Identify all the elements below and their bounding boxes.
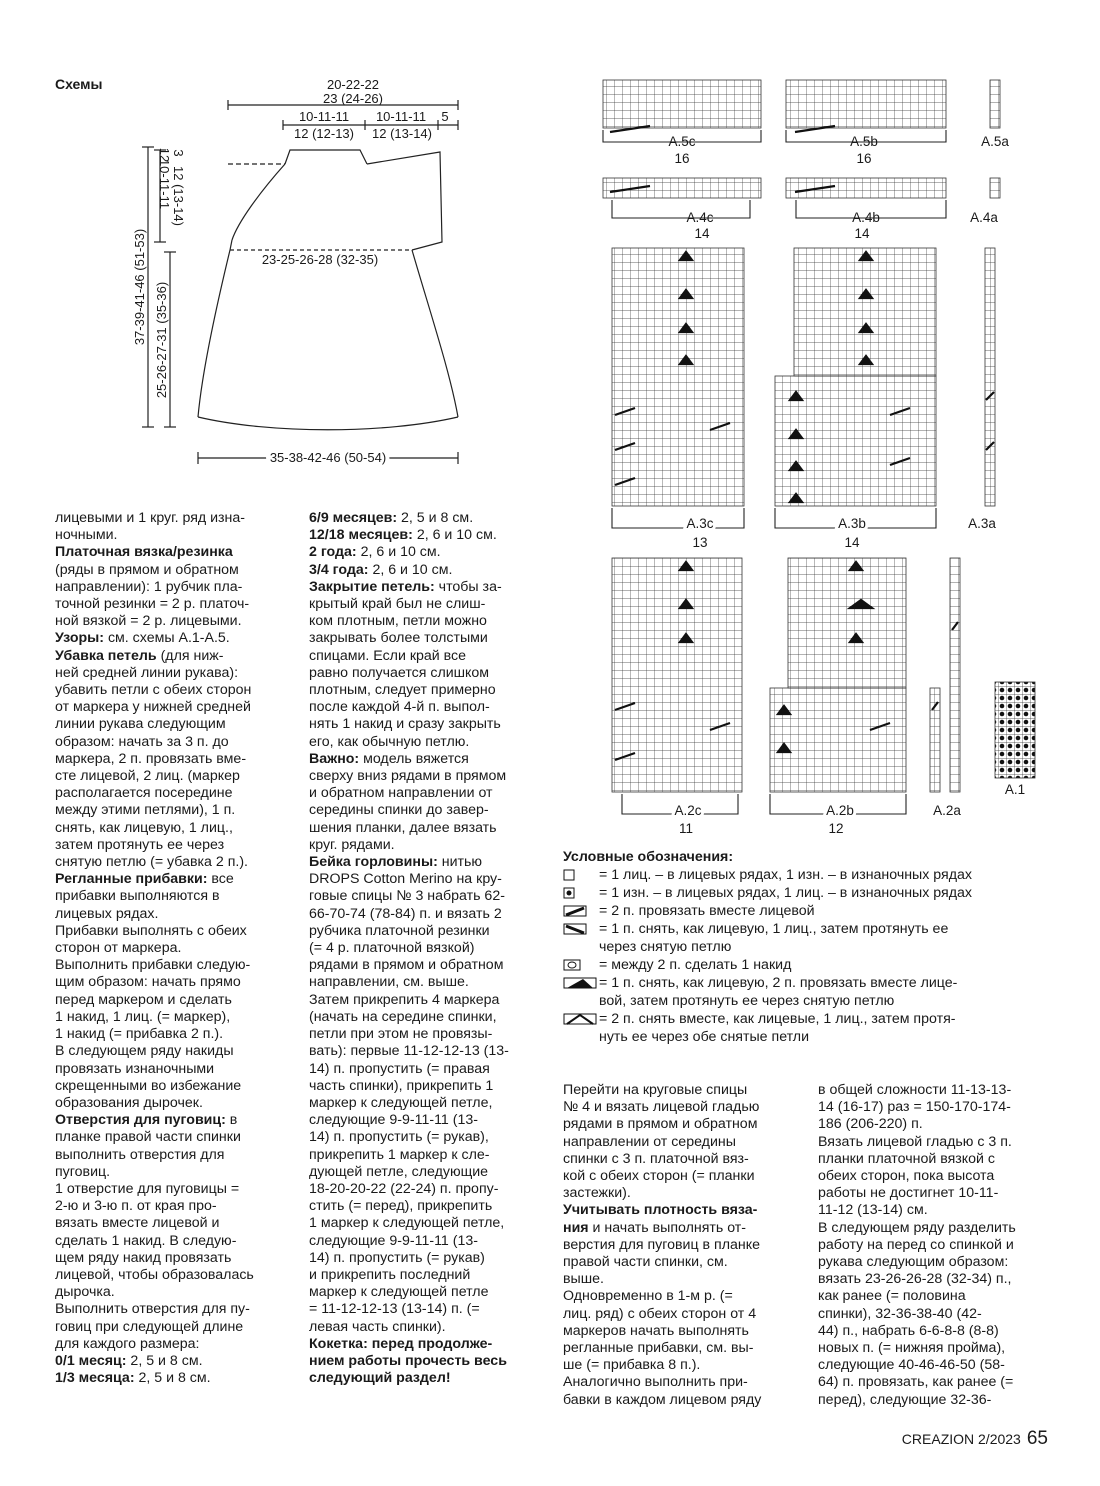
paragraph <box>55 1112 285 1353</box>
purl-stitch-icon <box>563 886 599 900</box>
dim-left-a2: 12 (12-13) <box>294 126 354 141</box>
paragraph-text: 2, 5 и 8 см. <box>397 510 474 526</box>
paragraph-text: 2, 5 и 8 см. <box>134 1370 211 1387</box>
s2kpo-icon <box>563 1012 599 1026</box>
text-column-3 <box>563 1082 803 1409</box>
legend-text: = 1 п. снять, как лицевую, 1 лиц., затем протянуть ее через снятую петлю <box>599 921 949 955</box>
chart-a4b-count: 14 <box>854 226 870 241</box>
paragraph <box>55 630 285 647</box>
paragraph <box>55 648 285 872</box>
paragraph-heading: Кокетка: перед продолже- нием работы прочесть весь следующий раздел! <box>309 1335 507 1387</box>
chart-a4b-label: A.4b <box>852 210 880 225</box>
paragraph-heading: 2 года: <box>309 544 357 561</box>
text-column-2 <box>309 510 539 1387</box>
paragraph <box>563 1082 803 1202</box>
garment-schematic <box>120 72 460 477</box>
chart-a3c-label: A.3c <box>686 516 714 531</box>
legend-row-sk2po <box>563 974 1043 1010</box>
paragraph-text: и начать выполнять от- верстия для пуговиц в планке правой части спинки, см. выше. Одновременно в 1-м р. (= лиц. ряд) с обеих сторон от 4 маркеров начать выполнять регланные прибавки, см. вы- ше (= прибавка 8 п.). Аналогично выполнить при- бавки в каждом лицевом ряду <box>563 1219 762 1408</box>
text-column-4 <box>818 1082 1058 1409</box>
paragraph <box>55 1353 285 1370</box>
dim-armhole-2: 12 (13-14) <box>171 166 186 226</box>
paragraph <box>55 510 285 544</box>
paragraph <box>309 510 539 527</box>
chart-a3a-label: A.3a <box>968 516 996 531</box>
paragraph-text: 2, 6 и 10 см. <box>356 544 441 561</box>
chart-a5c-count: 16 <box>674 151 690 166</box>
paragraph-heading: Платочная вязка/резинка <box>55 544 233 561</box>
paragraph-heading: Закрытие петель: <box>309 578 435 595</box>
paragraph-heading: 0/1 месяц: <box>55 1352 127 1369</box>
skpo-icon <box>563 922 599 936</box>
dim-left-a1: 10-11-11 <box>298 109 350 124</box>
paragraph <box>55 871 285 1112</box>
paragraph <box>309 527 539 544</box>
legend-text: = 1 п. снять, как лицевую, 2 п. провязать вместе лице- вой, затем протянуть ее через снятую петлю <box>599 975 958 1009</box>
dim-height-lower: 25-26-27-31 (35-36) <box>154 281 169 399</box>
dim-mid-width: 23-25-26-28 (32-35) <box>261 252 379 267</box>
dim-top-1: 20-22-22 <box>326 77 380 92</box>
legend <box>563 848 1043 1046</box>
paragraph-heading: 3/4 года: <box>309 561 369 578</box>
dim-armhole-3: 3 <box>171 149 186 157</box>
chart-a2a-label: A.2a <box>933 803 961 818</box>
paragraph <box>55 1370 285 1387</box>
dim-right-a2: 12 (13-14) <box>372 126 432 141</box>
paragraph-text: модель вяжется сверху вниз рядами в прямом и обратном направлении от середины спинки до завер- шения планки, далее вязать круг. рядами. <box>309 750 507 853</box>
legend-row-yo <box>563 956 1043 974</box>
legend-text: = 2 п. провязать вместе лицевой <box>599 903 815 919</box>
chart-a2c-label: A.2c <box>674 803 702 818</box>
paragraph <box>818 1082 1058 1409</box>
dim-height-total: 37-39-41-46 (51-53) <box>132 228 147 346</box>
legend-text: = 1 изн. – в лицевых рядах, 1 лиц. – в изнаночных рядах <box>599 885 972 901</box>
k2tog-icon <box>563 904 599 918</box>
dim-right-a3: 5 <box>441 109 449 124</box>
legend-row-skpo <box>563 920 1043 956</box>
sk2po-icon <box>563 976 599 990</box>
paragraph-heading: Важно: <box>309 750 360 767</box>
paragraph-heading: 6/9 месяцев: <box>309 510 398 526</box>
paragraph-heading: Учитывать плотность вяза- ния <box>563 1202 758 1236</box>
dim-bottom-width: 35-38-42-46 (50-54) <box>269 450 387 465</box>
legend-text: = 2 п. снять вместе, как лицевые, 1 лиц., затем протя- нуть ее через обе снятые петли <box>599 1011 956 1045</box>
paragraph-heading: 12/18 месяцев: <box>309 527 413 544</box>
paragraph-heading: Узоры: <box>55 630 104 647</box>
magazine-name: CREAZION 2/2023 <box>901 1431 1021 1447</box>
paragraph <box>309 562 539 579</box>
dim-armhole-12: 12 <box>157 147 172 163</box>
paragraph-text: 2, 5 и 8 см. <box>126 1352 203 1369</box>
paragraph-text: 2, 6 и 10 см. <box>368 561 453 578</box>
paragraph <box>563 1202 803 1408</box>
chart-a5b-label: A.5b <box>850 134 878 149</box>
legend-row-purl <box>563 884 1043 902</box>
paragraph-text: см. схемы А.1-А.5. <box>104 630 230 647</box>
paragraph-heading: Убавка петель <box>55 647 157 664</box>
paragraph <box>309 579 539 751</box>
section-title: Схемы <box>55 76 103 92</box>
paragraph-text: лицевыми и 1 круг. ряд изна- ночными. <box>55 510 245 544</box>
chart-a4c-count: 14 <box>694 226 710 241</box>
chart-a2b-label: A.2b <box>826 803 854 818</box>
paragraph-text: все прибавки выполняются в лицевых рядах. Прибавки выполнять с обеих сторон от маркера. Выполнить прибавки следую- щим образом: начать прямо перед маркером и сделать 1 накид, 1 лиц. (= маркер), 1 накид (= прибавка 2 п.). В следующем ряду накиды провязать изнаночными скрещенными во избежание образования дырочек. <box>55 871 251 1111</box>
chart-a2c-count: 11 <box>678 821 694 836</box>
knitting-charts <box>590 70 1060 840</box>
paragraph-text: нитью DROPS Cotton Merino на кру- говые спицы № 3 набрать 62- 66-70-74 (78-84) п. и вязать 2 рубчика платочной резинки (= 4 р. платочной вязкой) рядами в прямом и обратном направлении, см. выше. Затем прикрепить 4 маркера (начать на середине спинки, петли при этом не провязы- вать): первые 11-12-12-13 (13- 14) п. пропустить (= правая часть спинки), прикрепить 1 маркер к следующей петле, следующие 9-9-11-11 (13- 14) п. пропустить (= рукав), прикрепить 1 маркер к сле- дующей петле, следующие 18-20-20-22 (22-24) п. пропу- стить (= перед), прикрепить 1 маркер к следующей петле, следующие 9-9-11-11 (13- 14) п. пропустить (= рукав) и прикрепить последний маркер к следующей петле = 11-12-12-13 (13-14) п. (= левая часть спинки). <box>309 854 509 1335</box>
legend-row-s2kpo <box>563 1010 1043 1046</box>
chart-a5a-label: A.5a <box>981 134 1009 149</box>
chart-a4a-label: A.4a <box>970 210 998 225</box>
page-number: 65 <box>1026 1428 1048 1449</box>
paragraph <box>55 544 285 630</box>
dim-right-a1: 10-11-11 <box>375 109 427 124</box>
paragraph-heading: Регланные прибавки: <box>55 871 208 888</box>
paragraph-heading: 1/3 месяца: <box>55 1370 135 1387</box>
paragraph-text: (для ниж- ней средней линии рукава): убавить петли с обеих сторон от маркера у нижней средней линии рукава следующим образом: начать за 3 п. до маркера, 2 п. провязать вме- сте лицевой, 2 лиц. (маркер располагается посередине между этими петлями), 1 п. снять, как лицевую, 1 лиц., затем протянуть ее через снятую петлю (= убавка 2 п.). <box>55 647 252 871</box>
paragraph <box>309 854 539 1336</box>
paragraph-text: Перейти на круговые спицы № 4 и вязать лицевой гладью рядами в прямом и обратном направлении от середины спинки с 3 п. платочной вяз- кой с обеих сторон (= планки застежки). <box>563 1082 760 1202</box>
knit-stitch-icon <box>563 868 599 882</box>
chart-a2b-count: 12 <box>828 821 844 836</box>
paragraph <box>309 544 539 561</box>
text-column-1 <box>55 510 285 1387</box>
paragraph <box>309 751 539 854</box>
legend-text: = 1 лиц. – в лицевых рядах, 1 изн. – в изнаночных рядах <box>599 867 972 883</box>
chart-a5c-label: A.5c <box>668 134 696 149</box>
legend-row-k2tog <box>563 902 1043 920</box>
chart-a3b-count: 14 <box>844 535 860 550</box>
legend-text: = между 2 п. сделать 1 накид <box>599 957 792 973</box>
chart-a1-label: A.1 <box>1004 782 1026 797</box>
yarn-over-icon <box>563 958 599 972</box>
chart-a4c-label: A.4c <box>686 210 714 225</box>
chart-a5b-count: 16 <box>856 151 872 166</box>
page-footer <box>902 1428 1048 1450</box>
paragraph-text: чтобы за- крытый край был не слиш- ком плотным, петли можно закрывать более толстыми спицами. Если край все равно получается слишком плотным, следует примерно после каждой 4-й п. выпол- нять 1 накид и сразу закрыть его, как обычную петлю. <box>309 578 502 750</box>
legend-row-knit <box>563 866 1043 884</box>
dim-armhole-1: 10-11-11 <box>157 158 172 210</box>
paragraph-text: 2, 6 и 10 см. <box>412 527 497 544</box>
paragraph-text: в общей сложности 11-13-13- 14 (16-17) раз = 150-170-174- 186 (206-220) п. Вязать лицевой гладью с 3 п. планки платочной вязкой с обеих сторон, пока высота работы не достигнет 10-11- 11-12 (13-14) см. В следующем ряду разделить работу на перед со спинкой и рукава следующим образом: вязать 23-26-26-28 (32-34) п., как ранее (= половина спинки), 32-36-38-40 (42- 44) п., набрать 6-6-8-8 (8-8) новых п. (= нижняя пройма), следующие 40-46-46-50 (58- 64) п. провязать, как ранее (= перед), следующие 32-36- <box>818 1082 1016 1408</box>
paragraph <box>309 1336 539 1388</box>
paragraph-heading: Бейка горловины: <box>309 854 438 871</box>
paragraph-text: в планке правой части спинки выполнить отверстия для пуговиц. 1 отверстие для пуговицы = 2-ю и 3-ю п. от края про- вязать вместе лицевой и сделать 1 накид. В следую- щем ряду накид провязать лицевой, чтобы образовалась дырочка. Выполнить отверстия для пу- говиц при следующей длине для каждого размера: <box>55 1112 254 1352</box>
dim-top-2: 23 (24-26) <box>323 91 383 106</box>
paragraph-text: (ряды в прямом и обратном направлении): 1 рубчик пла- точной резинки = 2 р. платоч- ной вязкой = 2 р. лицевыми. <box>55 561 250 630</box>
paragraph-heading: Отверстия для пуговиц: <box>55 1112 226 1129</box>
chart-a3c-count: 13 <box>692 535 708 550</box>
chart-a3b-label: A.3b <box>838 516 866 531</box>
legend-title: Условные обозначения: <box>563 849 734 865</box>
